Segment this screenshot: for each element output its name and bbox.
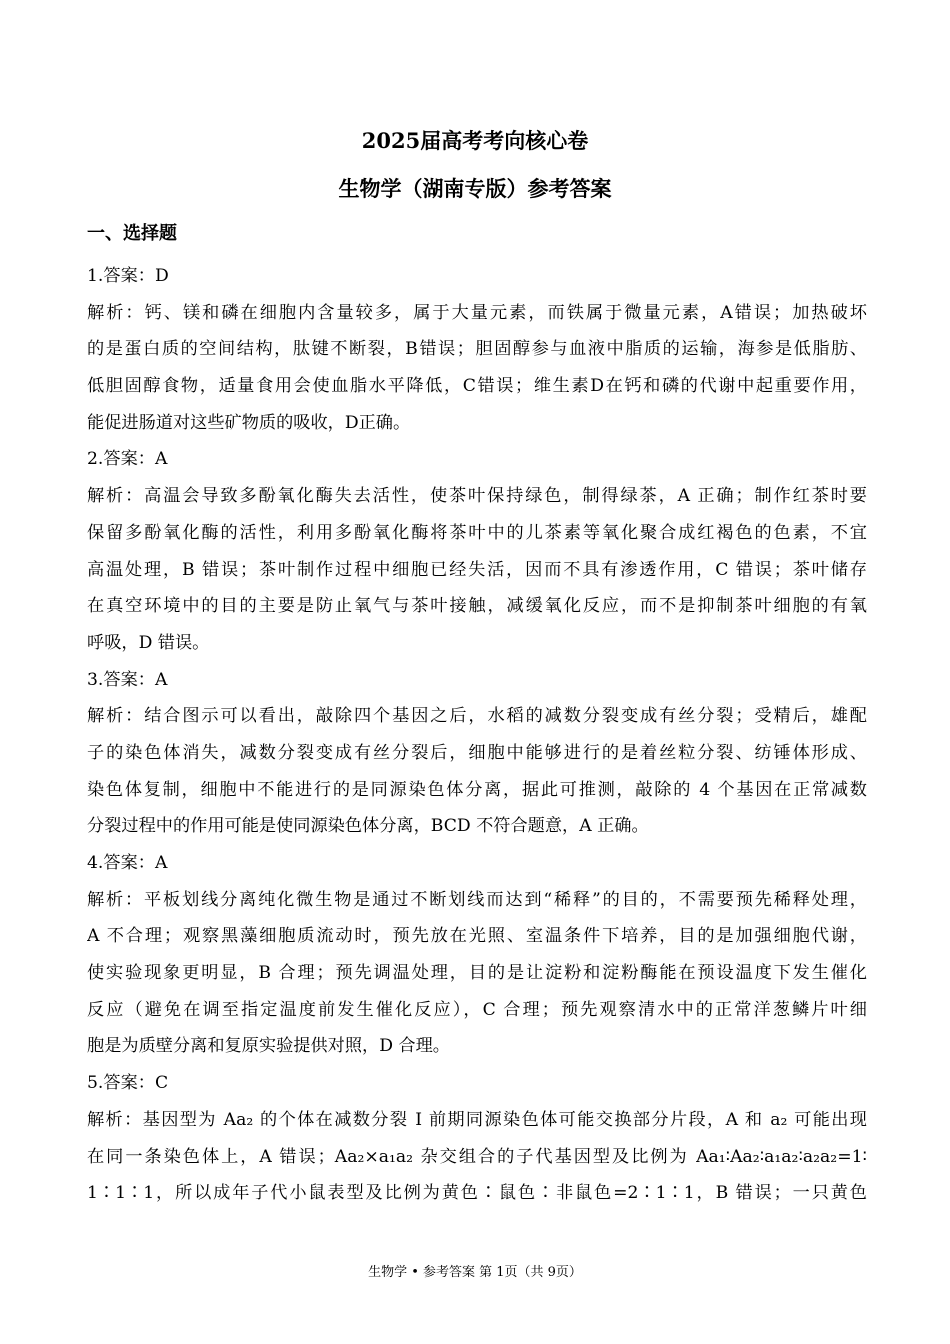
explanation-line: 解析：高温会导致多酚氧化酶失去活性，使茶叶保持绿色，制得绿茶，A 正确；制作红茶时要	[87, 486, 867, 507]
explanation-line: 的是蛋白质的空间结构，肽键不断裂，B错误；胆固醇参与血液中脂质的运输，海参是低脂肪、	[87, 339, 867, 360]
answer-line: 5.答案：C	[87, 1073, 169, 1094]
explanation-line: 能促进肠道对这些矿物质的吸收，D正确。	[87, 412, 411, 433]
section-heading: 一、选择题	[87, 223, 177, 244]
document-title: 2025届高考考向核心卷	[361, 128, 589, 153]
explanation-line: 使实验现象更明显，B 合理；预先调温处理，目的是让淀粉和淀粉酶能在预设温度下发生催化	[87, 963, 867, 984]
answer-line: 3.答案：A	[87, 669, 168, 690]
explanation-line: 低胆固醇食物，适量食用会使血脂水平降低，C错误；维生素D在钙和磷的代谢中起重要作用，	[87, 376, 867, 397]
answer-line: 2.答案：A	[87, 449, 168, 470]
explanation-line: 胞是为质壁分离和复原实验提供对照，D 合理。	[87, 1036, 450, 1057]
answer-line: 4.答案：A	[87, 853, 168, 873]
explanation-line: 呼吸，D 错误。	[87, 632, 210, 653]
answer-line: 1.答案：D	[87, 266, 169, 286]
explanation-line: 1∶1∶1，所以成年子代小鼠表型及比例为黄色∶鼠色∶非鼠色=2∶1∶1，B 错误；一只黄色	[87, 1183, 867, 1204]
explanation-line: 分裂过程中的作用可能是使同源染色体分离，BCD 不符合题意，A 正确。	[87, 816, 649, 837]
explanation-line: 染色体复制，细胞中不能进行的是同源染色体分离，据此可推测，敲除的 4 个基因在正常减数	[87, 779, 867, 800]
explanation-line: 解析：基因型为 Aa₂ 的个体在减数分裂 I 前期同源染色体可能交换部分片段，A 和 a₂ 可能出现	[87, 1109, 867, 1130]
explanation-line: 保留多酚氧化酶的活性，利用多酚氧化酶将茶叶中的儿茶素等氧化聚合成红褐色的色素，不宜	[87, 522, 867, 543]
page-footer: 生物学 • 参考答案 第 1页（共 9页）	[368, 1265, 582, 1280]
explanation-line: 解析：结合图示可以看出，敲除四个基因之后，水稻的减数分裂变成有丝分裂；受精后，雄配	[87, 706, 867, 727]
explanation-line: 子的染色体消失，减数分裂变成有丝分裂后，细胞中能够进行的是着丝粒分裂、纺锤体形成、	[87, 742, 867, 763]
answer-content	[87, 258, 867, 1212]
explanation-line: A 不合理；观察黑藻细胞质流动时，预先放在光照、室温条件下培养，目的是加强细胞代谢，	[87, 926, 867, 947]
explanation-line: 解析：钙、镁和磷在细胞内含量较多，属于大量元素，而铁属于微量元素，A错误；加热破坏	[87, 302, 867, 323]
explanation-line: 在真空环境中的目的主要是防止氧气与茶叶接触，减缓氧化反应，而不是抑制茶叶细胞的有氧	[87, 596, 867, 617]
explanation-line: 在同一条染色体上，A 错误；Aa₂×a₁a₂ 杂交组合的子代基因型及比例为 Aa₁∶Aa₂∶a₁a₂∶a₂a₂=1∶	[87, 1146, 867, 1167]
document-subtitle: 生物学（湖南专版）参考答案	[338, 176, 612, 201]
explanation-line: 解析：平板划线分离纯化微生物是通过不断划线而达到“稀释”的目的，不需要预先稀释处理，	[87, 889, 867, 910]
explanation-line: 高温处理，B 错误；茶叶制作过程中细胞已经失活，因而不具有渗透作用，C 错误；茶叶储存	[87, 559, 867, 580]
explanation-line: 反应（避免在调至指定温度前发生催化反应），C 合理；预先观察清水中的正常洋葱鳞片叶细	[87, 999, 867, 1020]
